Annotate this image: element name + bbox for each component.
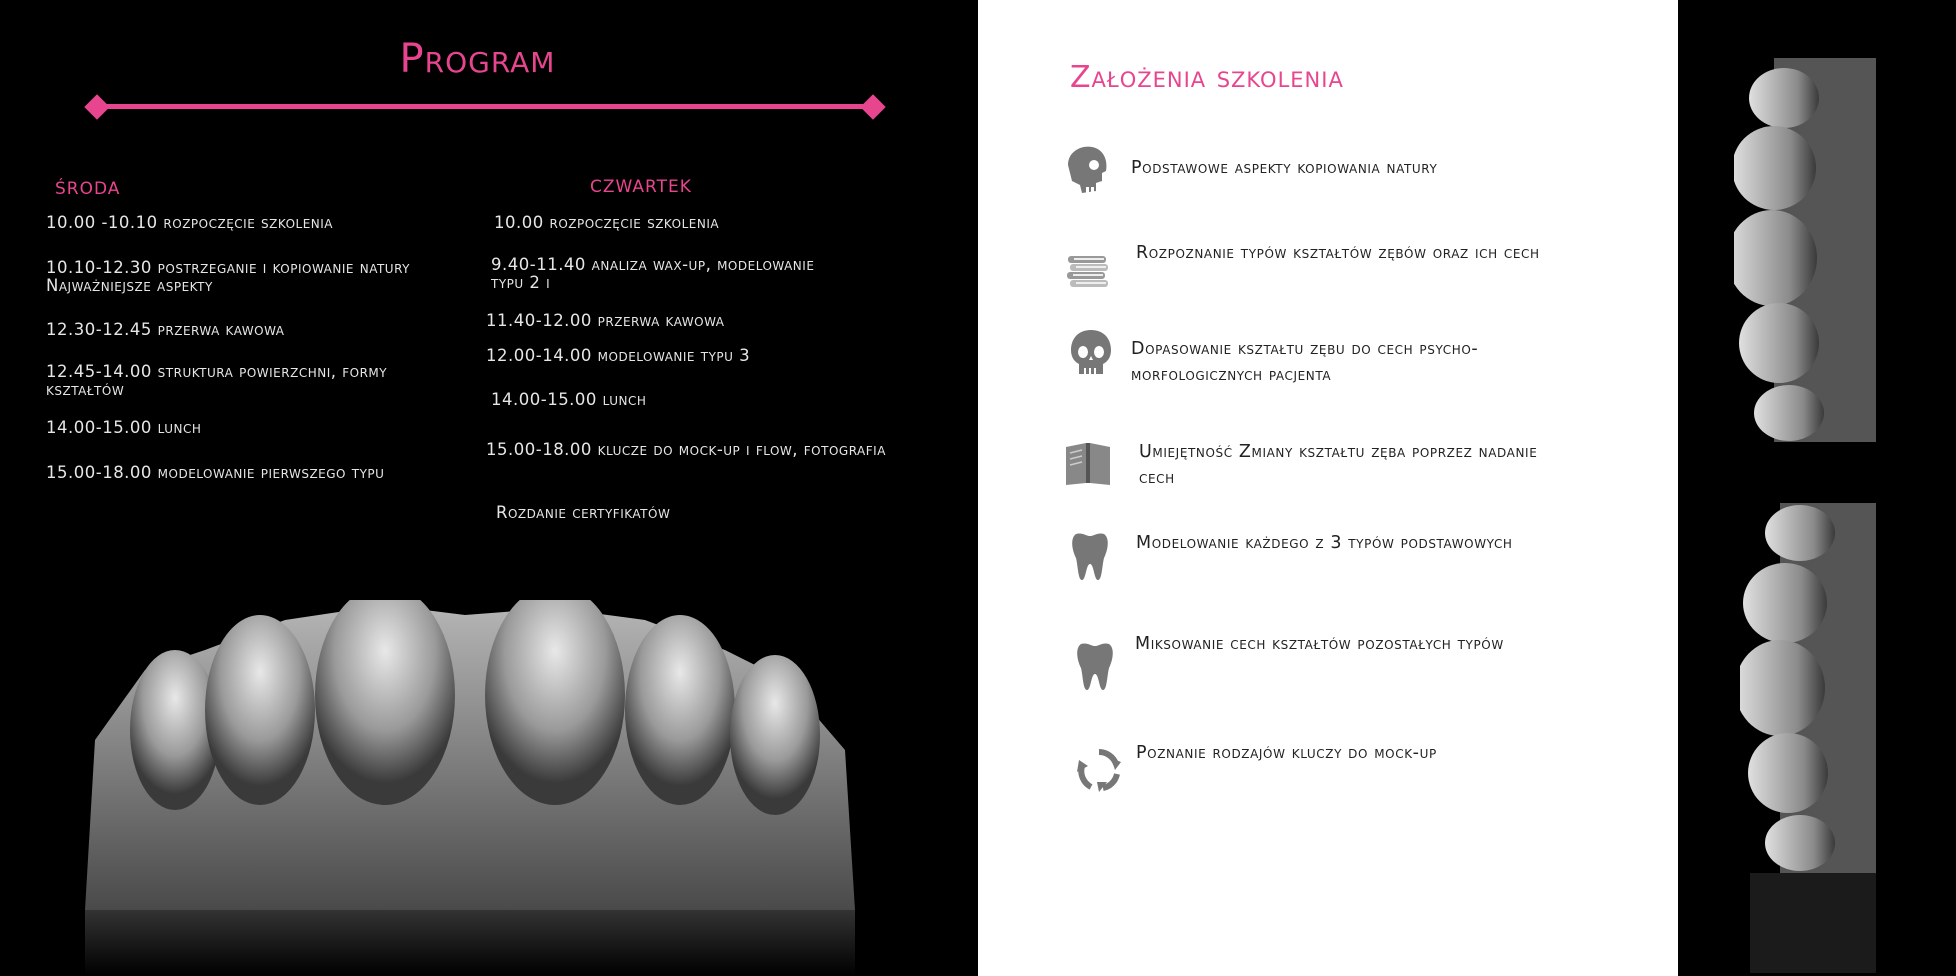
books-icon xyxy=(1064,245,1112,299)
open-book-icon xyxy=(1064,436,1112,490)
goal-text: Miksowanie cech kształtów pozostałych typów xyxy=(1135,634,1504,654)
title-divider xyxy=(95,104,875,109)
thu-item: 14.00-15.00 lunch xyxy=(491,390,647,409)
thu-item: 10.00 rozpoczęcie szkolenia xyxy=(494,213,720,232)
teeth-side-image-top xyxy=(1734,58,1876,442)
goal-text: Rozpoznanie typów kształtów zębów oraz ich cech xyxy=(1136,243,1540,263)
teeth-side-image-bottom xyxy=(1740,503,1876,973)
thursday-heading: czwartek xyxy=(590,170,692,198)
teeth-model-image xyxy=(85,600,860,976)
wed-item: 12.45-14.00 struktura powierzchni, formy kształtów xyxy=(46,362,388,399)
side-image-panel xyxy=(1678,0,1956,976)
tooth-icon xyxy=(1071,640,1119,694)
divider-right-diamond xyxy=(860,94,885,119)
thu-item: 15.00-18.00 klucze do mock-up i flow, fotografia xyxy=(486,440,886,459)
goals-title: Założenia szkolenia xyxy=(1070,60,1344,95)
skull-icon xyxy=(1062,143,1110,197)
wed-item: 12.30-12.45 przerwa kawowa xyxy=(46,320,285,339)
goal-text: Modelowanie każdego z 3 typów podstawowych xyxy=(1136,533,1513,553)
wed-item: 15.00-18.00 modelowanie pierwszego typu xyxy=(46,463,385,482)
wed-item: 10.00 -10.10 rozpoczęcie szkolenia xyxy=(46,213,334,232)
goal-text: Umiejętność Zmiany kształtu zęba poprzez nadanie cech xyxy=(1139,442,1538,488)
thu-item: 11.40-12.00 przerwa kawowa xyxy=(486,311,725,330)
goal-text: Dopasowanie kształtu zębu do cech psycho-morfologicznych pacjenta xyxy=(1131,339,1479,385)
recycle-icon xyxy=(1075,743,1123,797)
wed-item: 14.00-15.00 lunch xyxy=(46,418,202,437)
divider-left-diamond xyxy=(84,94,109,119)
skull-front-icon xyxy=(1067,328,1115,382)
goal-text: Podstawowe aspekty kopiowania natury xyxy=(1131,158,1438,178)
thu-item: 12.00-14.00 modelowanie typu 3 xyxy=(486,346,751,365)
wednesday-heading: środa xyxy=(55,172,121,200)
program-title: Program xyxy=(399,36,556,82)
goal-text: Poznanie rodzajów kluczy do mock-up xyxy=(1136,743,1437,763)
thu-item: Rozdanie certyfikatów xyxy=(496,503,671,522)
tooth-icon xyxy=(1066,530,1114,584)
wed-item: 10.10-12.30 postrzeganie i kopiowanie natury Najważniejsze aspekty xyxy=(46,258,410,295)
thu-item: 9.40-11.40 analiza wax-up, modelowanie typu 2 i xyxy=(491,255,815,292)
